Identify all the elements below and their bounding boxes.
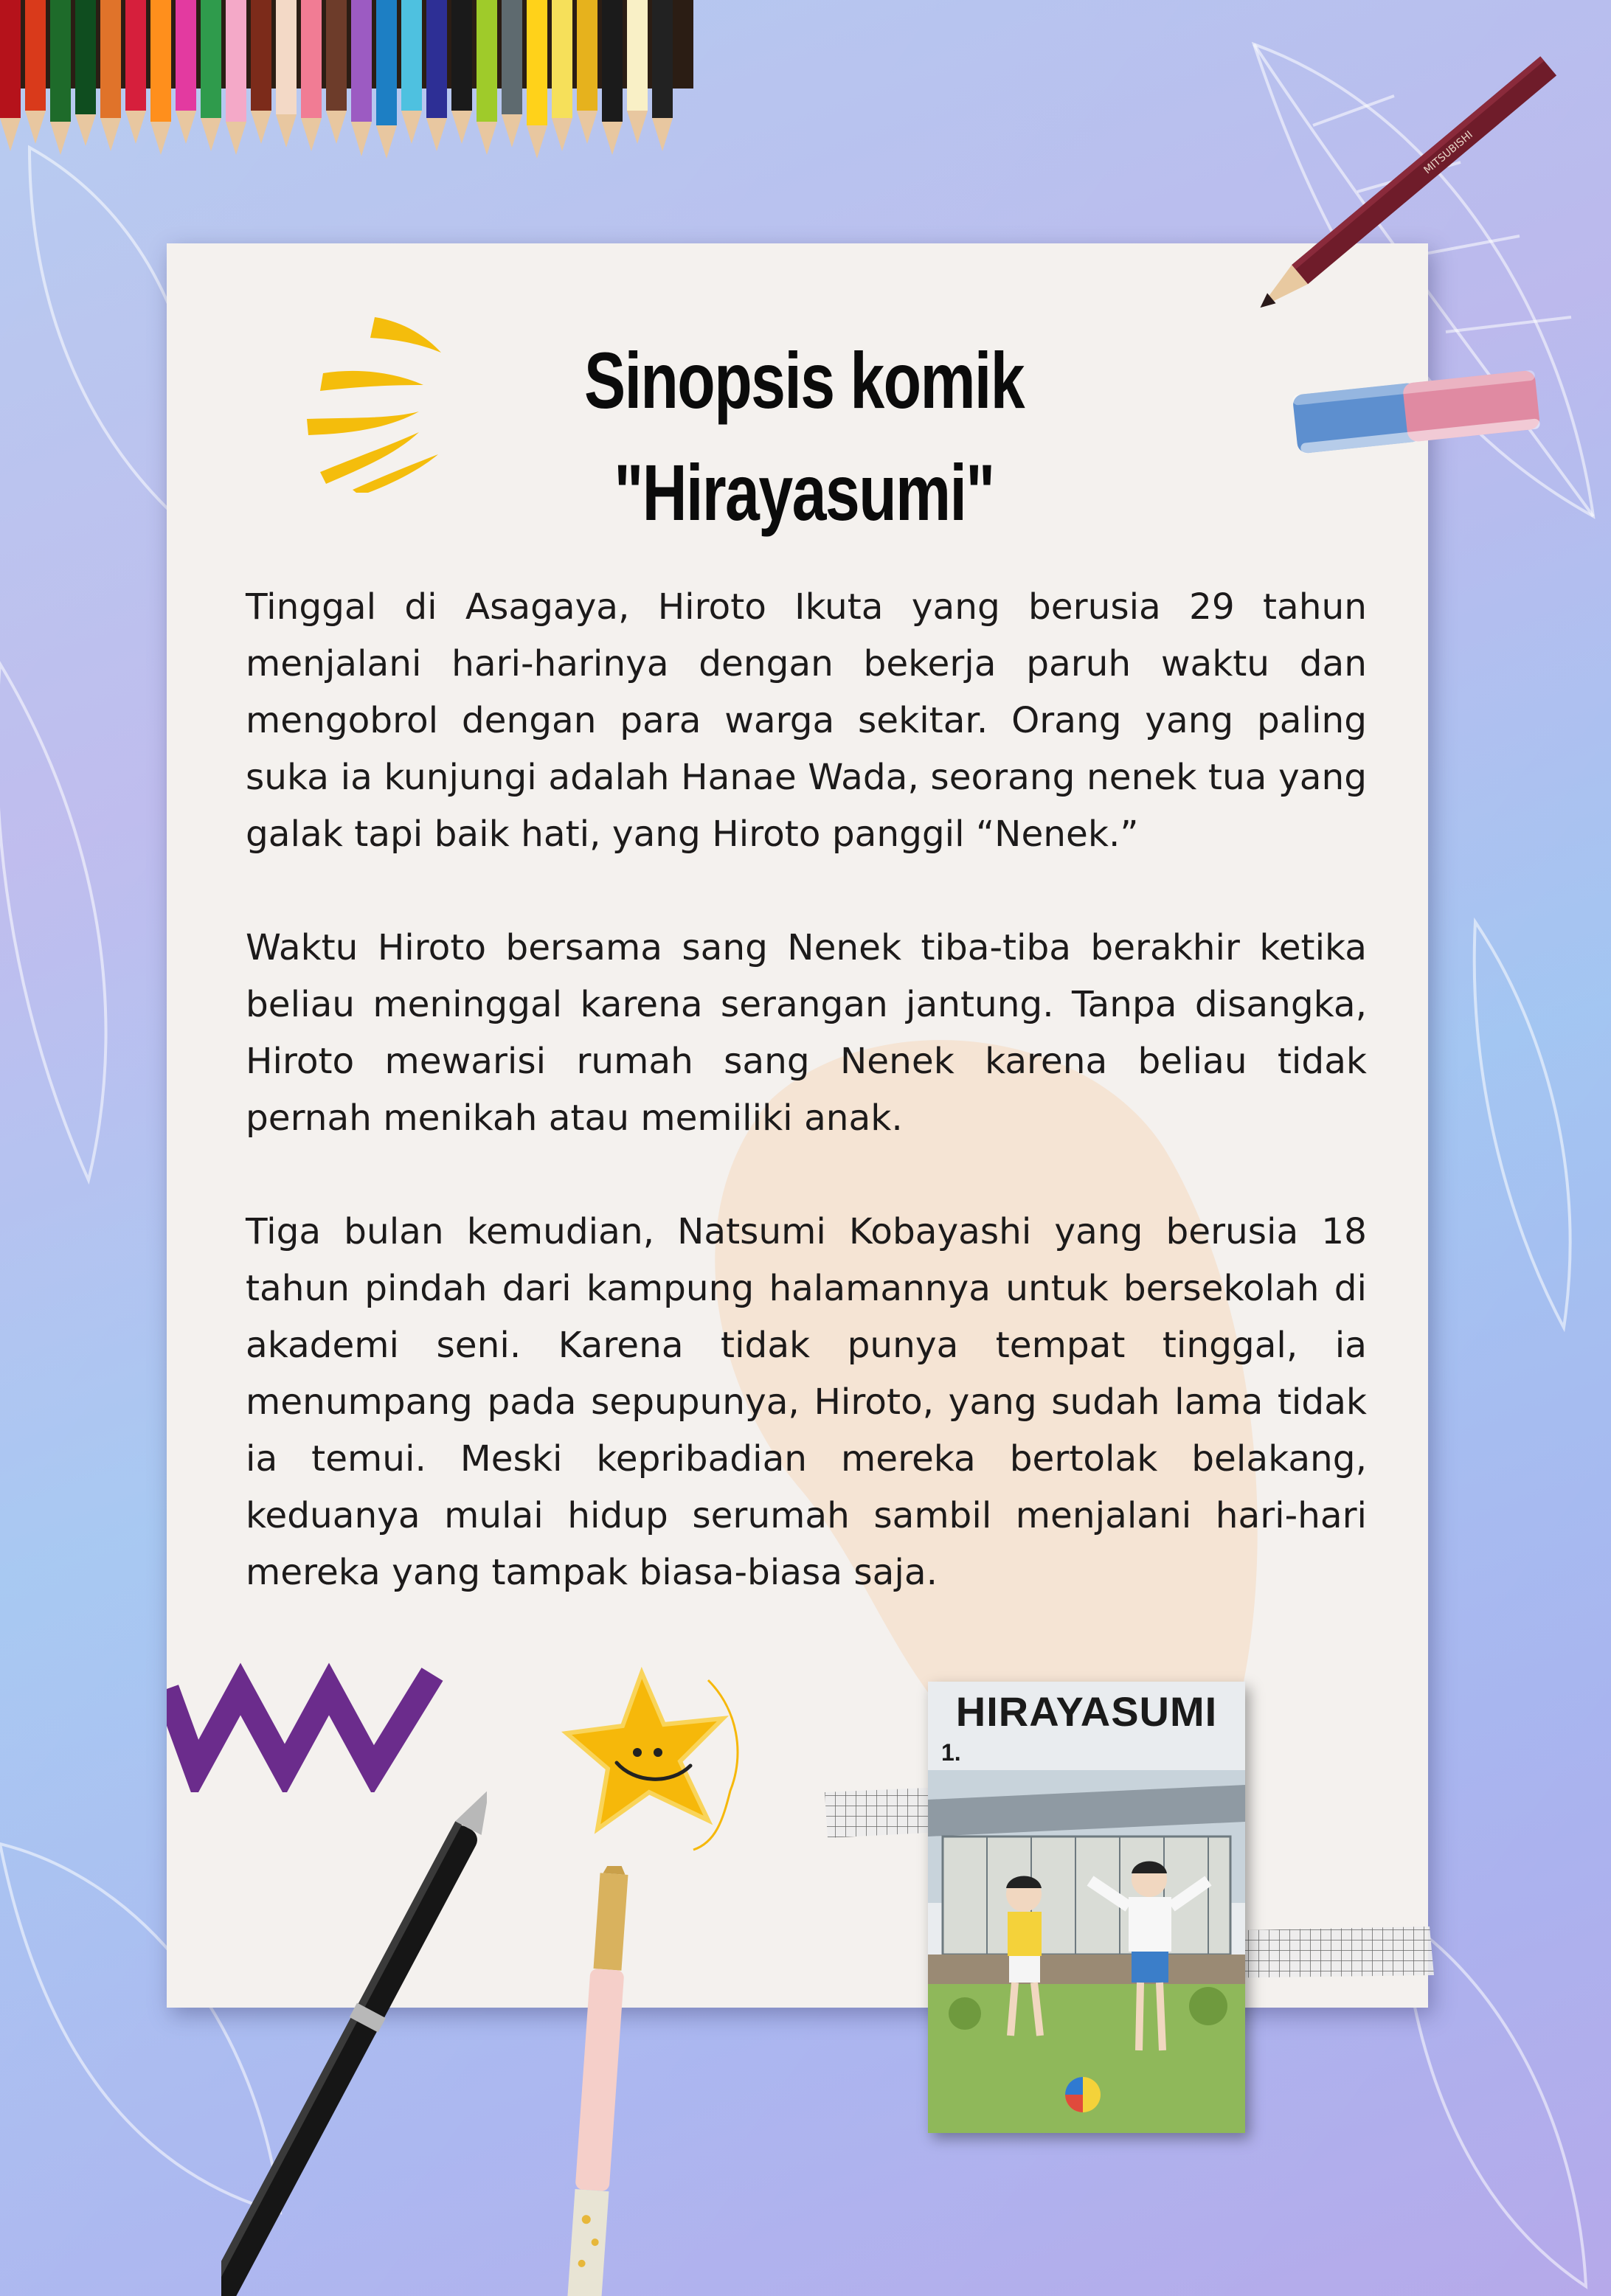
synopsis-body <box>246 579 1367 1601</box>
synopsis-paragraph-3: Tiga bulan kemudian, Natsumi Kobayashi yang berusia 18 tahun pindah dari kampung halamannya untuk bersekolah di akademi seni. Karena tidak punya tempat tinggal, ia menumpang pada sepupunya, Hiroto, yang sudah lama tidak ia temui. Meski kepribadian mereka bertolak belakang, keduanya mulai hidup serumah sambil menjalani hari-hari mereka yang tampak biasa-biasa saja. <box>246 1211 1367 1593</box>
cover-volume: 1. <box>941 1739 961 1766</box>
svg-text:MITSUBISHI: MITSUBISHI <box>1421 128 1475 177</box>
colored-pencils-icon <box>0 0 693 177</box>
page-title <box>465 325 1143 549</box>
zigzag-icon <box>167 1659 447 1792</box>
black-pen-icon <box>221 1785 487 2296</box>
title-line-1: Sinopsis komik <box>583 336 1025 425</box>
eraser-icon <box>1287 360 1553 463</box>
title-line-2: "Hirayasumi" <box>614 448 994 537</box>
pink-pen-icon <box>552 1866 648 2296</box>
synopsis-paragraph-1: Tinggal di Asagaya, Hiroto Ikuta yang berusia 29 tahun menjalani hari-harinya dengan bekerja paruh waktu dan mengobrol dengan para warga sekitar. Orang yang paling suka ia kunjungi adalah Hanae Wada, seorang nenek tua yang galak tapi baik hati, yang Hiroto panggil “Nenek.” <box>246 586 1367 855</box>
book-cover <box>928 1682 1245 2133</box>
smiley-star-icon <box>561 1665 760 1857</box>
sunburst-icon <box>294 308 448 493</box>
cover-title: HIRAYASUMI <box>955 1688 1218 1735</box>
pencil-icon <box>1202 0 1611 339</box>
cover-illustration <box>928 1770 1245 2133</box>
synopsis-paragraph-2: Waktu Hiroto bersama sang Nenek tiba-tiba berakhir ketika beliau meninggal karena serangan jantung. Tanpa disangka, Hiroto mewarisi rumah sang Nenek karena beliau tidak pernah menikah atau memiliki anak. <box>246 927 1367 1139</box>
